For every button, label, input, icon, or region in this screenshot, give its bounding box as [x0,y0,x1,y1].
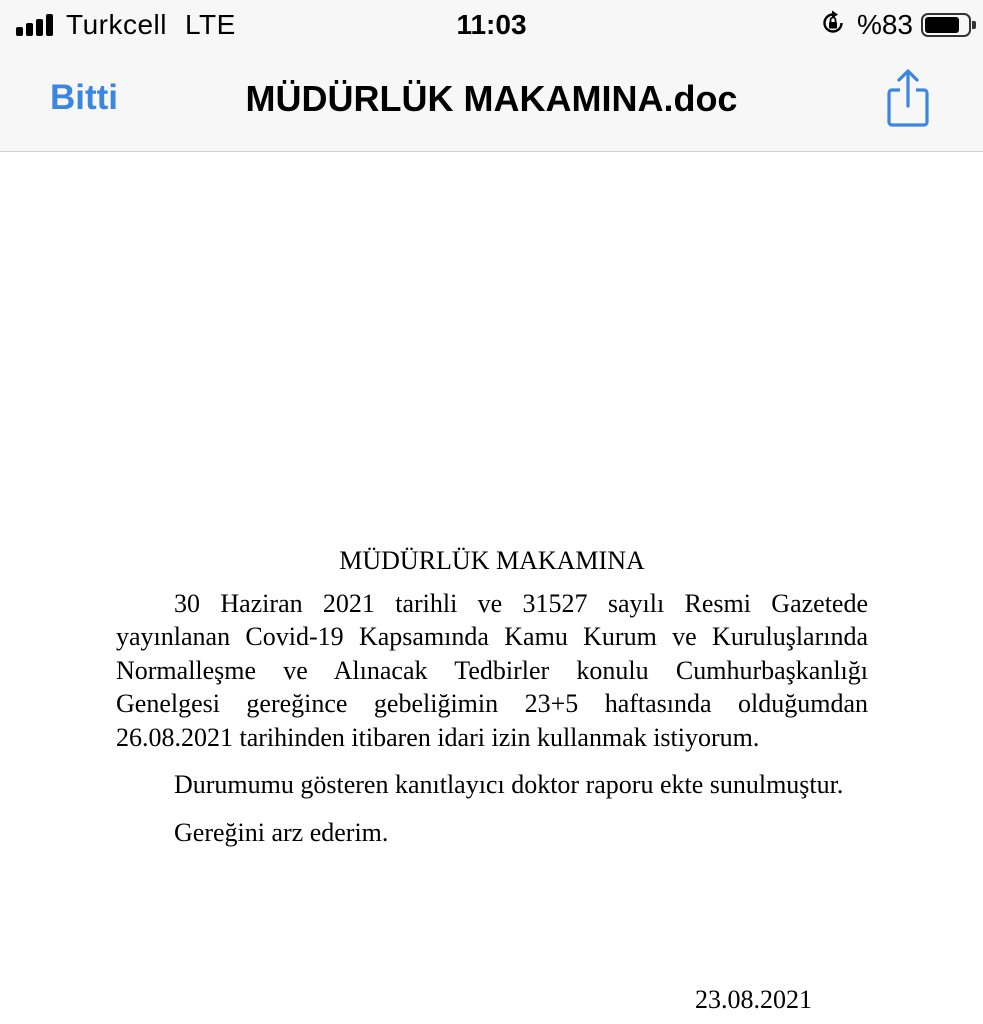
document-heading: MÜDÜRLÜK MAKAMINA [339,546,645,575]
document-title: MÜDÜRLÜK MAKAMINA.doc [245,78,738,119]
status-bar [0,0,983,50]
share-icon[interactable] [878,66,938,128]
document-paragraph: Durumumu gösteren kanıtlayıcı doktor raporu ekte sunulmuştur. [174,770,844,799]
navigation-bar [0,50,983,152]
battery-icon [921,13,971,37]
document-date: 23.08.2021 [695,985,812,1014]
document-body [116,544,868,863]
status-right [819,8,971,42]
battery-fill [925,17,959,33]
clock: 11:03 [456,9,527,40]
carrier-label: Turkcell [66,9,167,40]
document-paragraph: Gereğini arz ederim. [174,817,389,847]
document-paragraph: 30 Haziran 2021 tarihli ve 31527 sayılı Resmi Gazetede yayınlanan Covid-19 Kapsamında Kamu Kurum ve Kuruluşlarında Normalleşme ve Alınacak Tedbirler konulu Cumhurbaşkanlığı Genelgesi gereğince gebeliğimin 23+5 haftasında olduğumdan 26.08.2021 tarihinden itibaren idari izin kullanmak istiyorum. [116,588,868,752]
network-type: LTE [184,9,236,40]
battery-percent: %83 [856,9,913,40]
done-button[interactable]: Bitti [50,78,119,117]
rotation-lock-icon [819,9,847,42]
